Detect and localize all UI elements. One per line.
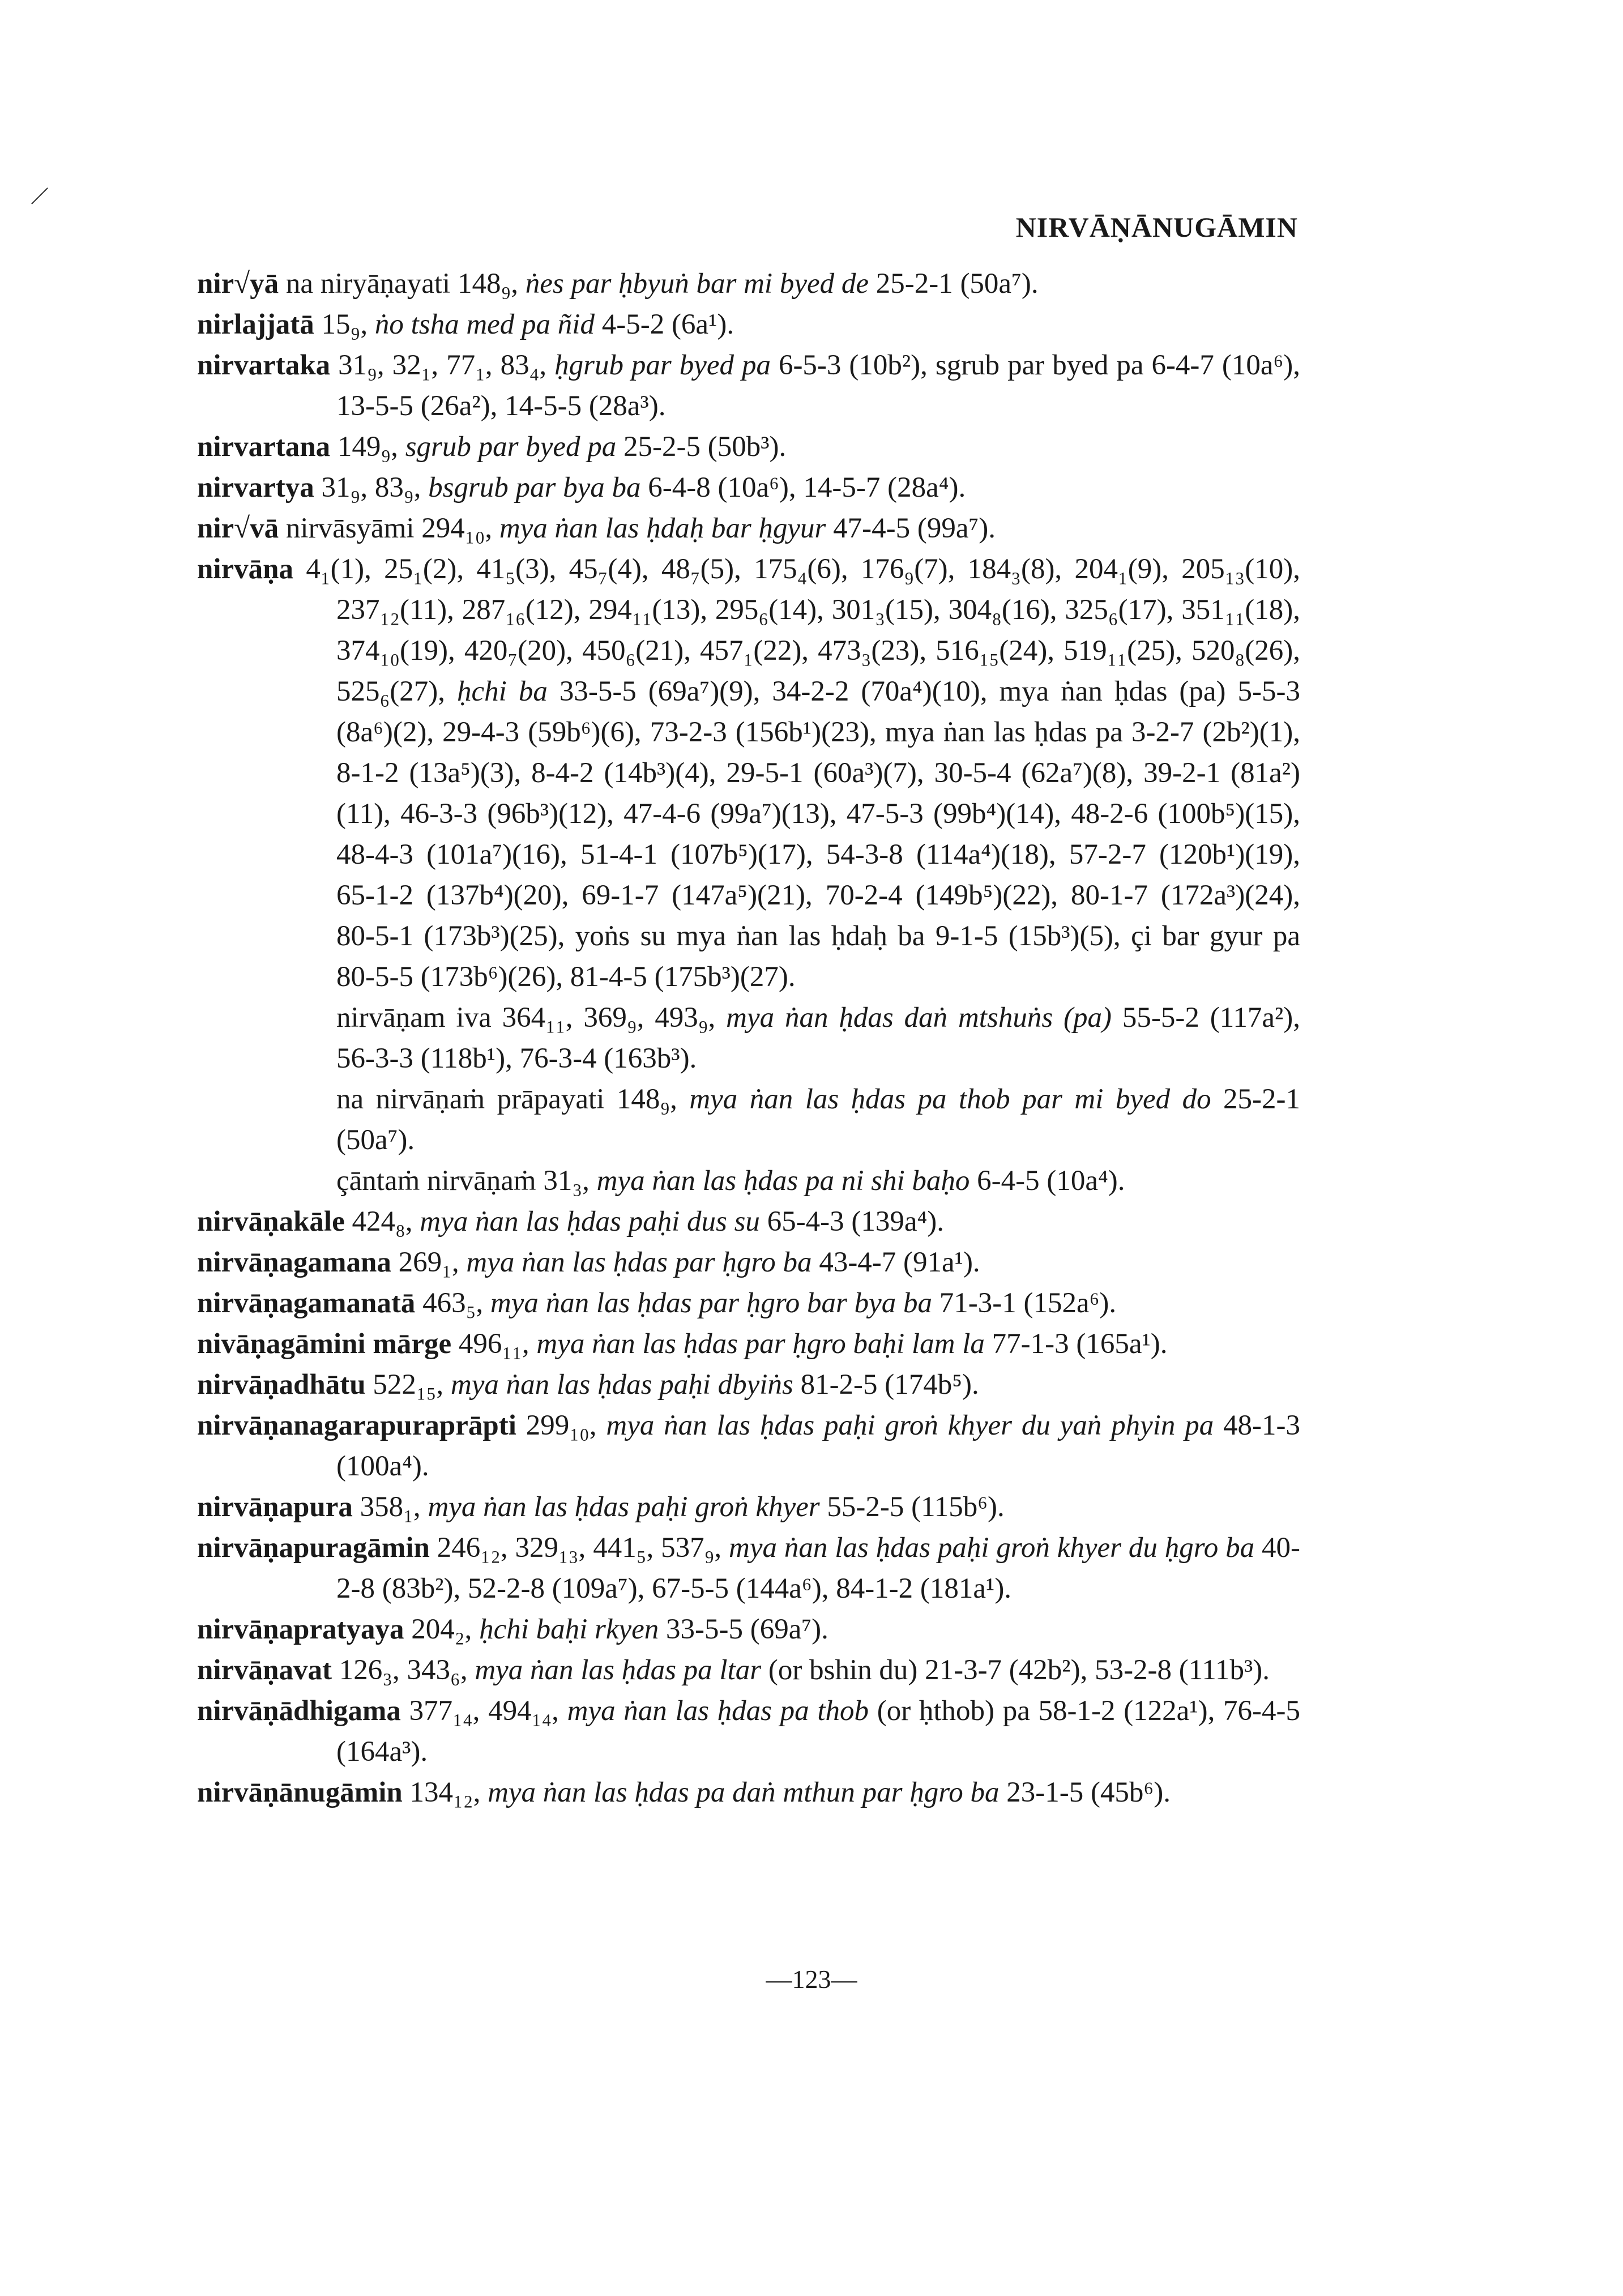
entry-location: 47-4-5 (99a⁷). [826,513,996,544]
entry-refs: nirvāṇam iva 364₁₁, 369₉, 493₉, [336,1002,727,1034]
tibetan-gloss: bsgrub par bya ba [428,472,641,503]
headword: nirvāṇānugāmin [197,1777,403,1808]
headword: nirvāṇakāle [197,1206,345,1237]
entry [197,1691,1300,1772]
tibetan-gloss: mya ṅan las ḥdas par ḥgro ba [466,1247,812,1278]
entry [197,549,1300,997]
entry-location: (or ḥthob) pa 58-1-2 (122a¹), 76-4-5 (164a³). [336,1695,1300,1768]
tibetan-gloss: mya ṅan las ḥdas pa daṅ mthun par ḥgro ba [488,1777,1000,1808]
entry-location: 25-2-1 (50a⁷). [868,268,1039,300]
entry [197,1242,1300,1283]
entry-location: 48-1-3 (100a⁴). [336,1410,1301,1482]
sub-entry [197,997,1300,1079]
entry [197,1364,1300,1405]
entry-refs: 299₁₀, [516,1410,607,1441]
entry-refs: nirvāsyāmi 294₁₀, [279,513,499,544]
headword: nirvartya [197,472,314,503]
entry-location: 43-4-7 (91a¹). [812,1247,980,1278]
entry-refs: 463₅, [415,1287,490,1319]
tibetan-gloss: mya ṅan las ḥdas paḥi groṅ khyer du yaṅ phyin pa [606,1410,1214,1441]
headword: nirvāṇadhātu [197,1369,366,1401]
entry [197,1772,1300,1813]
tibetan-gloss: mya ṅan las ḥdas paḥi dbyiṅs [450,1369,793,1401]
entry-location: 33-5-5 (69a⁷). [659,1614,828,1645]
entry-location: 6-4-5 (10a⁴). [969,1165,1125,1197]
pencil-mark [31,187,48,204]
entry-refs: 377₁₄, 494₁₄, [400,1695,567,1727]
headword: nirvāṇapura [197,1491,353,1523]
headword: nirvāṇanagarapuraprāpti [197,1410,516,1441]
entry-location: 25-2-1 (50a⁷). [336,1083,1301,1156]
headword: nirlajjatā [197,309,314,340]
entry-refs: 31₉, 83₉, [314,472,429,503]
entry [197,1527,1300,1609]
headword: nirvāṇapuragāmin [197,1532,430,1564]
entry-location: 55-2-5 (115b⁶). [819,1491,1005,1523]
tibetan-gloss: ṅes par ḥbyuṅ bar mi byed de [525,268,869,300]
tibetan-gloss: ḥgrub par byed pa [554,349,771,381]
tibetan-gloss: ḥchi ba [457,676,548,707]
entry-location: 4-5-2 (6a¹). [594,309,734,340]
entry [197,467,1300,508]
entry [197,304,1300,345]
page-number: —123— [766,1965,857,1994]
tibetan-gloss: mya ṅan las ḥdas paḥi dus su [420,1206,760,1237]
headword: nirvāṇapratyaya [197,1614,404,1645]
entry [197,426,1300,467]
entry-refs: 126₃, 343₆, [332,1654,475,1686]
entry-refs: na niryāṇayati 148₉, [279,268,526,300]
entry-location: 55-5-2 (117a²), 56-3-3 (118b¹), 76-3-4 (163b³). [336,1002,1300,1074]
entry [197,1650,1300,1691]
entry-refs: 149₉, [330,431,405,463]
entry-location: 23-1-5 (45b⁶). [999,1777,1171,1808]
entry [197,1487,1300,1527]
entry [197,1405,1300,1487]
entry [197,345,1300,426]
entry-refs: 522₁₅, [365,1369,451,1401]
running-head: NIRVĀṆĀNUGĀMIN [1015,211,1298,243]
tibetan-gloss: ḥchi baḥi rkyen [479,1614,659,1645]
entry-refs: 134₁₂, [402,1777,488,1808]
entry-location: 71-3-1 (152a⁶). [932,1287,1117,1319]
entry-refs: çāntaṁ nirvāṇaṁ 31₃, [336,1165,597,1197]
tibetan-gloss: mya ṅan las ḥdas paḥi groṅ khyer du ḥgro ba [729,1532,1255,1564]
headword: nirvāṇagamanatā [197,1287,416,1319]
headword: nirvartana [197,431,331,463]
tibetan-gloss: mya ṅan las ḥdas pa thob par mi byed do [689,1083,1211,1115]
headword: nirvartaka [197,349,331,381]
entry-refs: na nirvāṇaṁ prāpayati 148₉, [336,1083,690,1115]
entry-location: 40-2-8 (83b²), 52-2-8 (109a⁷), 67-5-5 (144a⁶), 84-1-2 (181a¹). [336,1532,1300,1604]
sub-entry [197,1079,1300,1160]
entry-location: 6-5-3 (10b²), sgrub par byed pa 6-4-7 (10a⁶), 13-5-5 (26a²), 14-5-5 (28a³). [336,349,1301,422]
entry-location: 77-1-3 (165a¹). [984,1328,1168,1360]
entry [197,508,1300,549]
tibetan-gloss: mya ṅan las ḥdas par ḥgro baḥi lam la [536,1328,985,1360]
entry-location: (or bshin du) 21-3-7 (42b²), 53-2-8 (111b³). [761,1654,1270,1686]
entry-refs: 246₁₂, 329₁₃, 441₅, 537₉, [429,1532,729,1564]
headword: nir√vā [197,513,279,544]
entry-location: 25-2-5 (50b³). [616,431,787,463]
entry [197,1283,1300,1324]
entry [197,1609,1300,1650]
entry-refs: 269₁, [391,1247,467,1278]
entry-refs: 424₈, [344,1206,420,1237]
entry [197,263,1300,304]
headword: nirvāṇādhigama [197,1695,401,1727]
entry-refs: 15₉, [314,309,375,340]
tibetan-gloss: sgrub par byed pa [405,431,617,463]
tibetan-gloss: mya ṅan las ḥdas pa ltar [475,1654,762,1686]
headword: nirvāṇagamana [197,1247,391,1278]
entry-location: 81-2-5 (174b⁵). [793,1369,979,1401]
headword: nivāṇagāmini mārge [197,1328,452,1360]
entry-refs: 31₉, 32₁, 77₁, 83₄, [330,349,555,381]
headword: nirvāṇavat [197,1654,332,1686]
headword: nir√yā [197,268,279,300]
entry-refs: 358₁, [352,1491,428,1523]
entry-refs: 496₁₁, [451,1328,537,1360]
tibetan-gloss: mya ṅan las ḥdaḥ bar ḥgyur [499,513,826,544]
entry-location: 65-4-3 (139a⁴). [759,1206,945,1237]
entry [197,1324,1300,1364]
sub-entry [197,1160,1300,1201]
tibetan-gloss: mya ṅan las ḥdas paḥi groṅ khyer [428,1491,820,1523]
tibetan-gloss: ṅo tsha med pa ñid [374,309,595,340]
entry-refs: 204₂, [404,1614,480,1645]
headword: nirvāṇa [197,553,294,585]
tibetan-gloss: mya ṅan las ḥdas par ḥgro bar bya ba [490,1287,933,1319]
dictionary-entries [197,263,1300,1813]
entry-location: 6-4-8 (10a⁶), 14-5-7 (28a⁴). [640,472,966,503]
entry-refs: 4₁(1), 25₁(2), 41₅(3), 45₇(4), 48₇(5), 175₄(6), 176₉(7), 184₃(8), 204₁(9), 205₁₃(10), 237₁₂(11), 287₁₆(12), 294₁₁(13), 295₆(14), 301₃(15), 304₈(16), 325₆(17), 351₁₁(18), 374₁₀(19), 420₇(20), 450₆(21), 457₁(22), 473₃(23), 516₁₅(24), 519₁₁(25), 520₈(26), 525₆(27), [293,553,1300,707]
tibetan-gloss: mya ṅan las ḥdas pa ni shi baḥo [596,1165,970,1197]
tibetan-gloss: mya ṅan las ḥdas pa thob [567,1695,869,1727]
entry-location: 33-5-5 (69a⁷)(9), 34-2-2 (70a⁴)(10), mya ṅan ḥdas (pa) 5-5-3 (8a⁶)(2), 29-4-3 (59b⁶)(6), 73-2-3 (156b¹)(23), mya ṅan las ḥdas pa 3-2-7 (2b²)(1), 8-1-2 (13a⁵)(3), 8-4-2 (14b³)(4), 29-5-1 (60a³)(7), 30-5-4 (62a⁷)(8), 39-2-1 (81a²)(11), 46-3-3 (96b³)(12), 47-4-6 (99a⁷)(13), 47-5-3 (99b⁴)(14), 48-2-6 (100b⁵)(15), 48-4-3 (101a⁷)(16), 51-4-1 (107b⁵)(17), 54-3-8 (114a⁴)(18), 57-2-7 (120b¹)(19), 65-1-2 (137b⁴)(20), 69-1-7 (147a⁵)(21), 70-2-4 (149b⁵)(22), 80-1-7 (172a³)(24), 80-5-1 (173b³)(25), yoṅs su mya ṅan las ḥdaḥ ba 9-1-5 (15b³)(5), çi bar gyur pa 80-5-5 (173b⁶)(26), 81-4-5 (175b³)(27). [336,676,1300,993]
tibetan-gloss: mya ṅan ḥdas daṅ mtshuṅs (pa) [726,1002,1112,1034]
entry [197,1201,1300,1242]
